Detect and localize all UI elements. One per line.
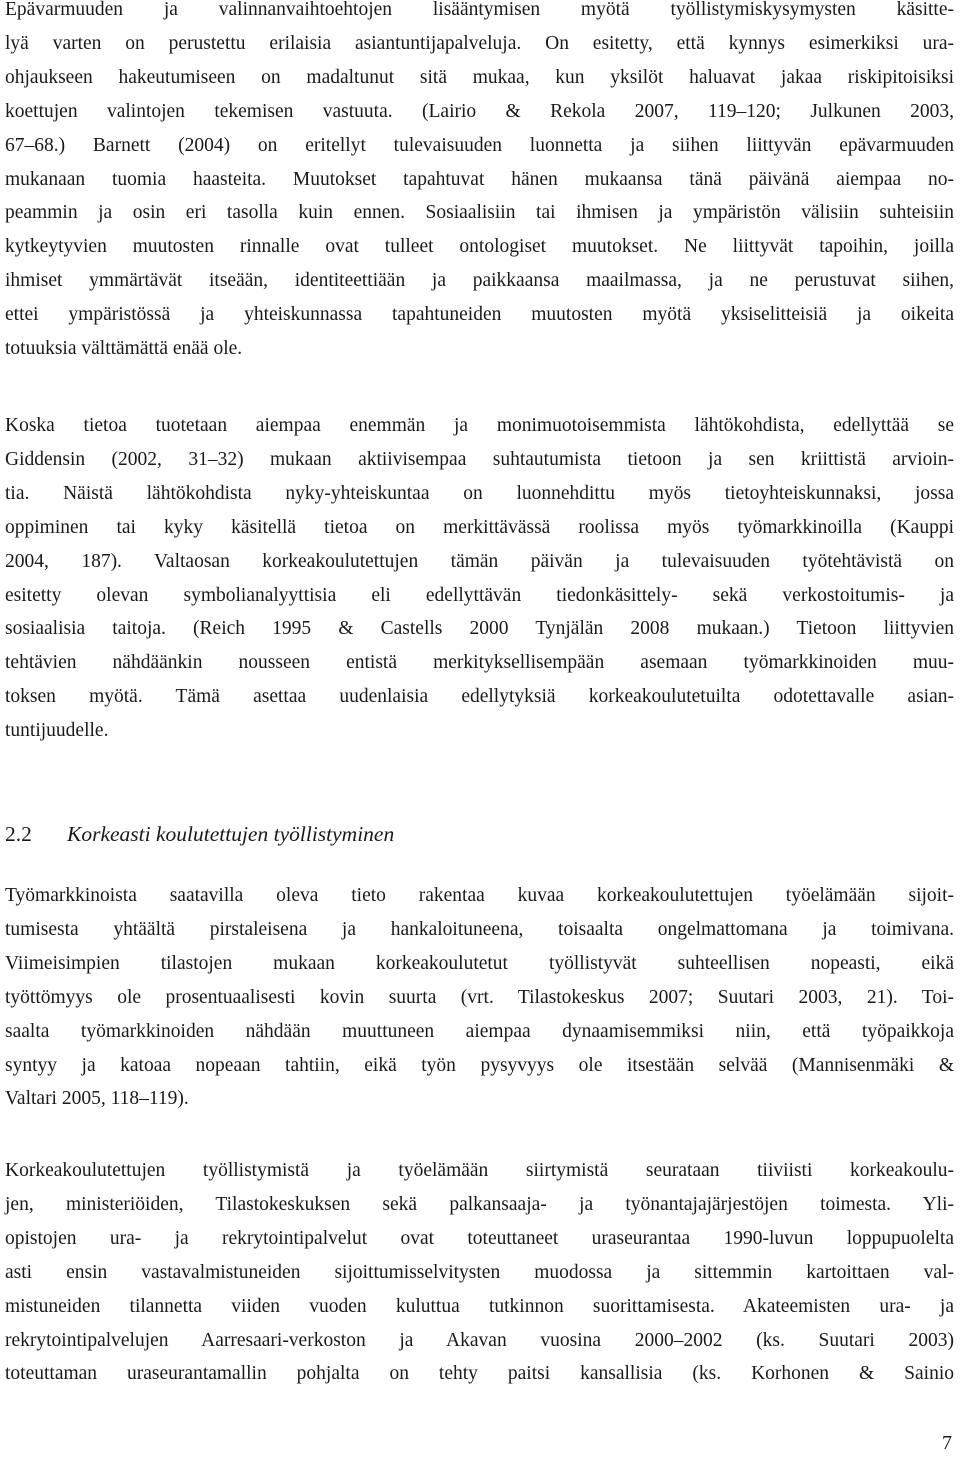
page-number: 7	[942, 1432, 952, 1454]
section-title: Korkeasti koulutettujen työllistyminen	[67, 822, 395, 846]
text-line: Viimeisimpien tilastojen mukaan korkeakoulutetut työllistyvät suhteellisen nopeasti, eikä	[5, 952, 954, 974]
text-line: rekrytointipalvelujen Aarresaari-verkoston ja Akavan vuosina 2000–2002 (ks. Suutari 2003)	[5, 1329, 954, 1351]
text-line: mukanaan tuomia haasteita. Muutokset tapahtuvat hänen mukaansa tänä päivänä aiempaa no-	[5, 168, 954, 190]
text-line: toteuttaman uraseurantamallin pohjalta on tehty paitsi kansallisia (ks. Korhonen & Sainio	[5, 1363, 954, 1385]
text-line: koettujen valintojen tekemisen vastuuta. (Lairio & Rekola 2007, 119–120; Julkunen 2003,	[5, 100, 954, 122]
text-line: totuuksia välttämättä enää ole.	[5, 338, 243, 360]
text-line: mistuneiden tilannetta viiden vuoden kuluttua tutkinnon suorittamisesta. Akateemisten ura- ja	[5, 1295, 954, 1317]
text-line: sosiaalisia taitoja. (Reich 1995 & Castells 2000 Tynjälän 2008 mukaan.) Tietoon liittyvien	[5, 618, 954, 640]
paragraph-2	[5, 409, 954, 748]
text-line: ettei ympäristössä ja yhteiskunnassa tapahtuneiden muutosten myötä yksiselitteisiä ja oikeita	[5, 304, 954, 326]
section-number: 2.2	[5, 822, 32, 846]
paragraph-1	[5, 0, 954, 366]
text-line: ihmiset ymmärtävät itseään, identiteettiään ja paikkaansa maailmassa, ja ne perustuvat siihen,	[5, 270, 954, 292]
text-line: 2004, 187). Valtaosan korkeakoulutettujen tämän päivän ja tulevaisuuden työtehtävistä on	[5, 550, 954, 572]
text-line: Valtari 2005, 118–119).	[5, 1088, 189, 1110]
paragraph-3	[5, 879, 954, 1116]
text-line: tumisesta yhtäältä pirstaleisena ja hankaloituneena, toisaalta ongelmattomana ja toimivana.	[5, 918, 954, 940]
text-line: Epävarmuuden ja valinnanvaihtoehtojen lisääntymisen myötä työllistymiskysymysten käsitte-	[5, 0, 954, 20]
text-line: tia. Näistä lähtökohdista nyky-yhteiskuntaa on luonnehdittu myös tietoyhteiskunnaksi, jossa	[5, 482, 954, 504]
text-line: ohjaukseen hakeutumiseen on madaltunut sitä mukaa, kun yksilöt haluavat jakaa riskipitoisiksi	[5, 66, 954, 88]
text-line: työttömyys ole prosentuaalisesti kovin suurta (vrt. Tilastokeskus 2007; Suutari 2003, 21). Toi-	[5, 986, 954, 1008]
text-line: Koska tietoa tuotetaan aiempaa enemmän ja monimuotoisemmista lähtökohdista, edellyttää se	[5, 415, 954, 436]
text-line: asti ensin vastavalmistuneiden sijoittumisselvitysten muodossa ja sittemmin kartoittaen val-	[5, 1261, 954, 1283]
text-line: toksen myötä. Tämä asettaa uudenlaisia edellytyksiä korkeakoulutetuilta odotettavalle asian-	[5, 686, 954, 708]
text-line: esitetty olevan symbolianalyyttisia eli edellyttävän tiedonkäsittely- sekä verkostoitumis- ja	[5, 584, 954, 606]
text-line: Giddensin (2002, 31–32) mukaan aktiivisempaa suhtautumista tietoon ja sen kriittistä arvioin-	[5, 448, 954, 470]
text-line: Korkeakoulutettujen työllistymistä ja työelämään siirtymistä seurataan tiiviisti korkeakoulu-	[5, 1160, 954, 1181]
text-line: oppiminen tai kyky käsitellä tietoa on merkittävässä roolissa myös työmarkkinoilla (Kauppi	[5, 516, 954, 538]
text-line: 67–68.) Barnett (2004) on eritellyt tulevaisuuden luonnetta ja siihen liittyvän epävarmuuden	[5, 134, 954, 156]
text-line: Työmarkkinoista saatavilla oleva tieto rakentaa kuvaa korkeakoulutettujen työelämään sijoit-	[5, 885, 954, 906]
text-line: jen, ministeriöiden, Tilastokeskuksen sekä palkansaaja- ja työnantajajärjestöjen toimesta. Yli-	[5, 1193, 954, 1215]
text-line: peammin ja osin eri tasolla kuin ennen. Sosiaalisiin tai ihmisen ja ympäristön välisiin suhteisiin	[5, 202, 954, 224]
text-line: saalta työmarkkinoiden nähdään muuttuneen aiempaa dynaamisemmiksi niin, että työpaikkoja	[5, 1020, 954, 1042]
text-line: kytkeytyvien muutosten rinnalle ovat tulleet ontologiset muutokset. Ne liittyvät tapoihin, joilla	[5, 236, 954, 258]
paragraph-4	[5, 1154, 954, 1391]
text-line: tehtävien nähdäänkin nousseen entistä merkityksellisempään asemaan työmarkkinoiden muu-	[5, 652, 954, 674]
text-line: lyä varten on perustettu erilaisia asiantuntijapalveluja. On esitetty, että kynnys esimerkiksi ura-	[5, 32, 954, 54]
section-heading	[5, 822, 394, 847]
text-line: tuntijuudelle.	[5, 720, 109, 742]
text-line: opistojen ura- ja rekrytointipalvelut ovat toteuttaneet uraseurantaa 1990-luvun loppupuolelta	[5, 1227, 954, 1249]
text-line: syntyy ja katoaa nopeaan tahtiin, eikä työn pysyvyys ole itsestään selvää (Mannisenmäki &	[5, 1054, 954, 1076]
